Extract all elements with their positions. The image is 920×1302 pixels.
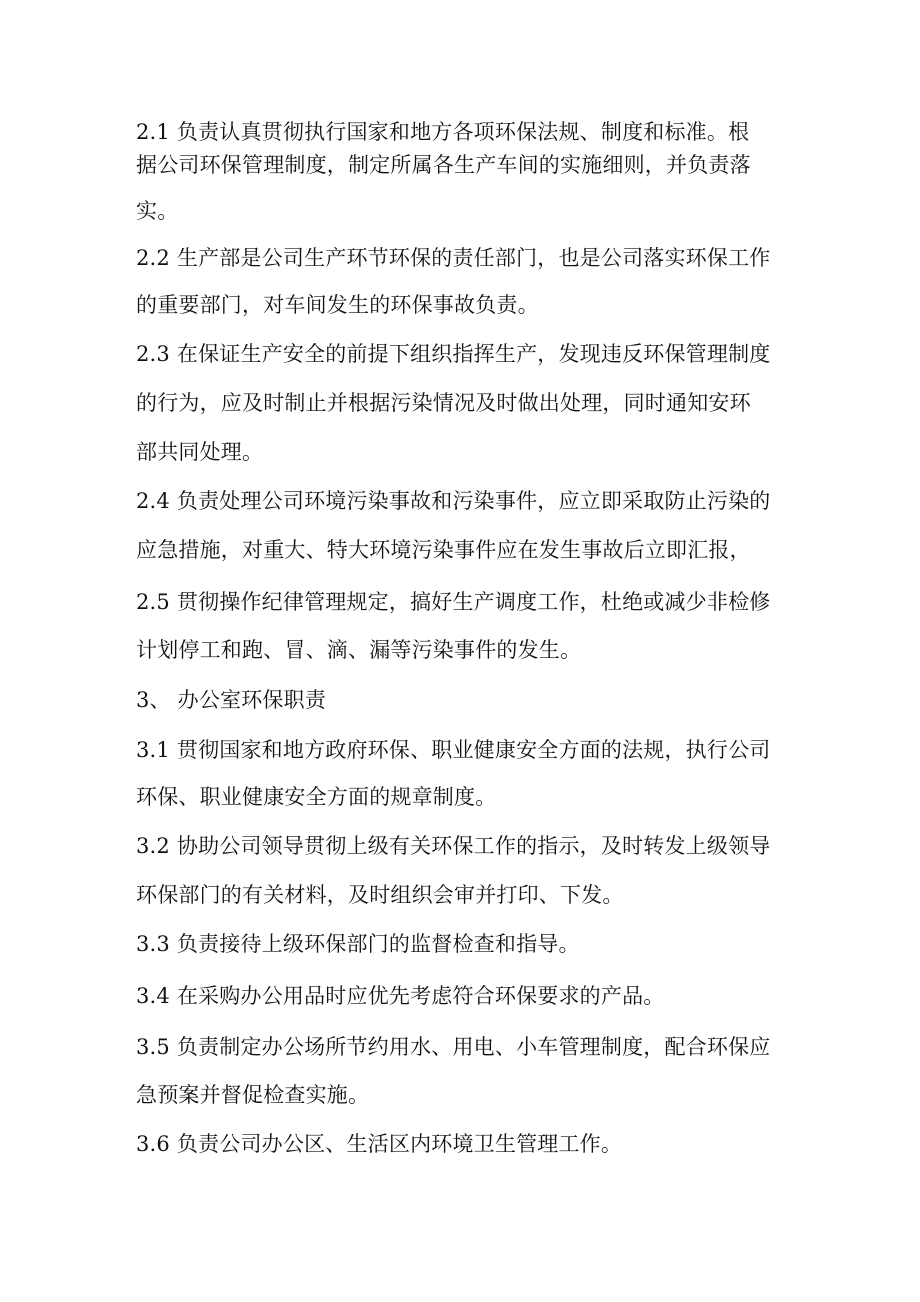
- text-line: 的行为，应及时制止并根据污染情况及时做出处理，同时通知安环: [136, 391, 751, 415]
- text-line: 环保、职业健康安全方面的规章制度。: [136, 785, 497, 809]
- text-line: 3.1 贯彻国家和地方政府环保、职业健康安全方面的法规，执行公司: [136, 738, 771, 762]
- text-line: 据公司环保管理制度，制定所属各生产车间的实施细则，并负责落: [136, 153, 751, 177]
- section-heading: 3、 办公室环保职责: [136, 688, 327, 712]
- text-line: 2.1 负责认真贯彻执行国家和地方各项环保法规、制度和标准。根: [136, 120, 750, 144]
- text-line: 2.3 在保证生产安全的前提下组织指挥生产，发现违反环保管理制度: [136, 342, 771, 366]
- text-line: 3.3 负责接待上级环保部门的监督检查和指导。: [136, 932, 580, 956]
- text-line: 3.4 在采购办公用品时应优先考虑符合环保要求的产品。: [136, 984, 665, 1008]
- text-line: 环保部门的有关材料，及时组织会审并打印、下发。: [136, 883, 624, 907]
- text-line: 计划停工和跑、冒、滴、漏等污染事件的发生。: [136, 638, 582, 662]
- text-line: 2.4 负责处理公司环境污染事故和污染事件，应立即采取防止污染的: [136, 489, 771, 513]
- text-line: 部共同处理。: [136, 440, 264, 464]
- text-line: 2.5 贯彻操作纪律管理规定，搞好生产调度工作，杜绝或减少非检修: [136, 590, 771, 614]
- text-line: 3.6 负责公司办公区、生活区内环境卫生管理工作。: [136, 1132, 623, 1156]
- text-line: 应急措施，对重大、特大环境污染事件应在发生事故后立即汇报，: [136, 538, 751, 562]
- text-line: 实。: [136, 199, 179, 223]
- text-line: 3.5 负责制定办公场所节约用水、用电、小车管理制度，配合环保应: [136, 1035, 771, 1059]
- text-line: 急预案并督促检查实施。: [136, 1083, 370, 1107]
- text-line: 3.2 协助公司领导贯彻上级有关环保工作的指示，及时转发上级领导: [136, 834, 771, 858]
- text-line: 的重要部门，对车间发生的环保事故负责。: [136, 293, 539, 317]
- text-line: 2.2 生产部是公司生产环节环保的责任部门，也是公司落实环保工作: [136, 246, 771, 270]
